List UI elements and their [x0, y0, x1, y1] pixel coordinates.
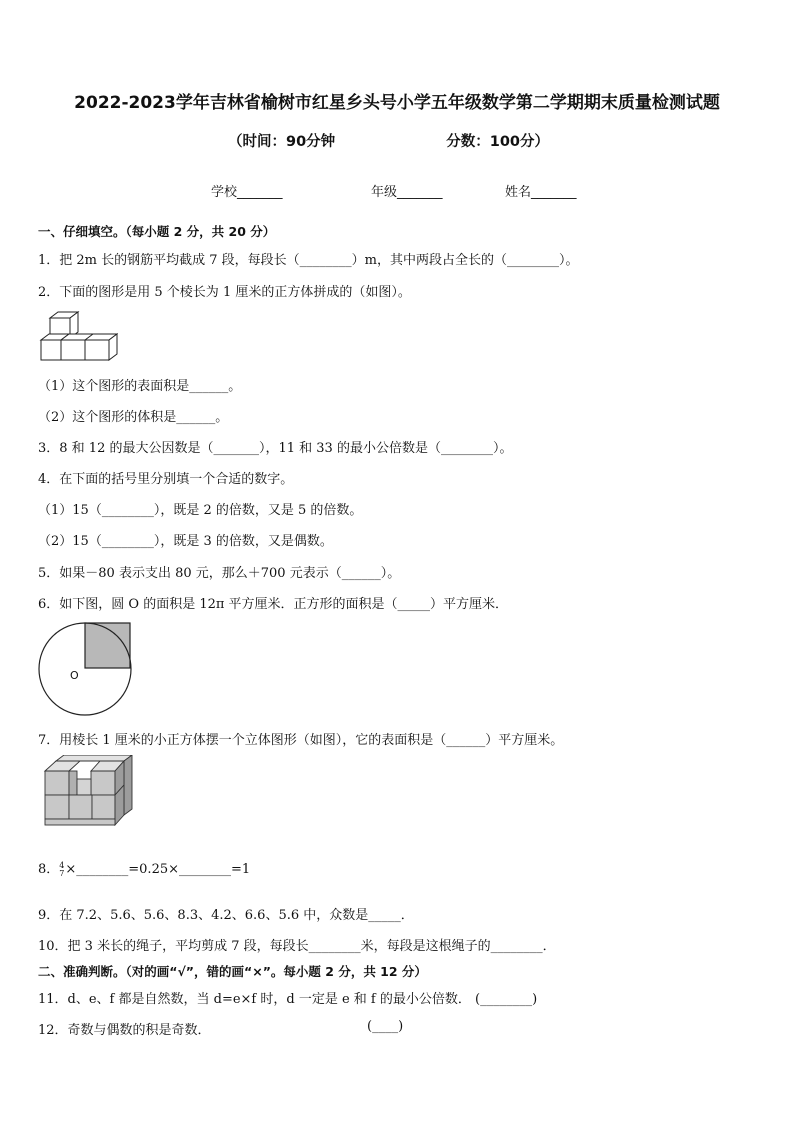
question-3: 3．8 和 12 的最大公因数是（_______），11 和 33 的最小公倍数是（________）。 — [38, 441, 513, 456]
question-7: 7．用棱长 1 厘米的小正方体摆一个立体图形（如图），它的表面积是（______）平方厘米。 — [38, 733, 564, 748]
exam-score: 分数：100分） — [446, 134, 550, 150]
question-4-part-1: （1）15（________），既是 2 的倍数，又是 5 的倍数。 — [38, 503, 363, 518]
question-6: 6．如下图，圆 O 的面积是 12π 平方厘米．正方形的面积是（_____）平方厘米． — [38, 597, 509, 612]
school-field[interactable]: 学校_______ — [211, 185, 283, 200]
question-4-part-2: （2）15（________），既是 3 的倍数，又是偶数。 — [38, 534, 333, 549]
question-9: 9．在 7.2、5.6、5.6、8.3、4.2、6.6、5.6 中，众数是_____． — [38, 908, 414, 923]
question-2-part-1: （1）这个图形的表面积是______。 — [38, 379, 242, 394]
stacked-cubes-figure-q7 — [42, 755, 134, 829]
page-title: 2022-2023学年吉林省榆树市红星乡头号小学五年级数学第二学期期末质量检测试题 — [74, 93, 720, 113]
question-4: 4．在下面的括号里分别填一个合适的数字。 — [38, 472, 294, 487]
question-12: 12．奇数与偶数的积是奇数． — [38, 1023, 211, 1038]
question-8-number: 8． — [38, 862, 60, 877]
fraction-numerator: 4 — [59, 860, 65, 870]
exam-time: （时间：90分钟 — [228, 134, 336, 150]
question-5: 5．如果－80 表示支出 80 元，那么＋700 元表示（______）。 — [38, 566, 401, 581]
question-8-text: ×________=0.25×________=1 — [65, 862, 251, 877]
exam-meta — [228, 130, 549, 151]
question-11: 11．d、e、f 都是自然数，当 d=e×f 时，d 一定是 e 和 f 的最小公倍数． (________) — [38, 992, 538, 1007]
question-2-part-2: （2）这个图形的体积是______。 — [38, 410, 229, 425]
cube-figure-q2 — [38, 310, 118, 364]
fraction-four-sevenths — [59, 862, 64, 878]
question-12-answer-blank[interactable]: (____) — [367, 1019, 404, 1034]
fraction-denominator: 7 — [59, 868, 65, 878]
name-field[interactable]: 姓名_______ — [505, 185, 577, 200]
section-2-heading: 二、准确判断。（对的画“√”，错的画“×”。每小题 2 分，共 12 分） — [38, 964, 427, 979]
question-10: 10．把 3 米长的绳子，平均剪成 7 段，每段长________米，每段是这根绳子的________． — [38, 939, 556, 954]
question-2: 2．下面的图形是用 5 个棱长为 1 厘米的正方体拼成的（如图）。 — [38, 285, 411, 300]
center-label: O — [70, 669, 79, 682]
circle-square-figure-q6 — [36, 620, 136, 720]
question-1: 1．把 2m 长的钢筋平均截成 7 段，每段长（________）m，其中两段占全长的（________）。 — [38, 253, 579, 268]
section-1-heading: 一、仔细填空。（每小题 2 分，共 20 分） — [38, 224, 276, 239]
question-8 — [38, 858, 250, 878]
grade-field[interactable]: 年级_______ — [371, 185, 443, 200]
